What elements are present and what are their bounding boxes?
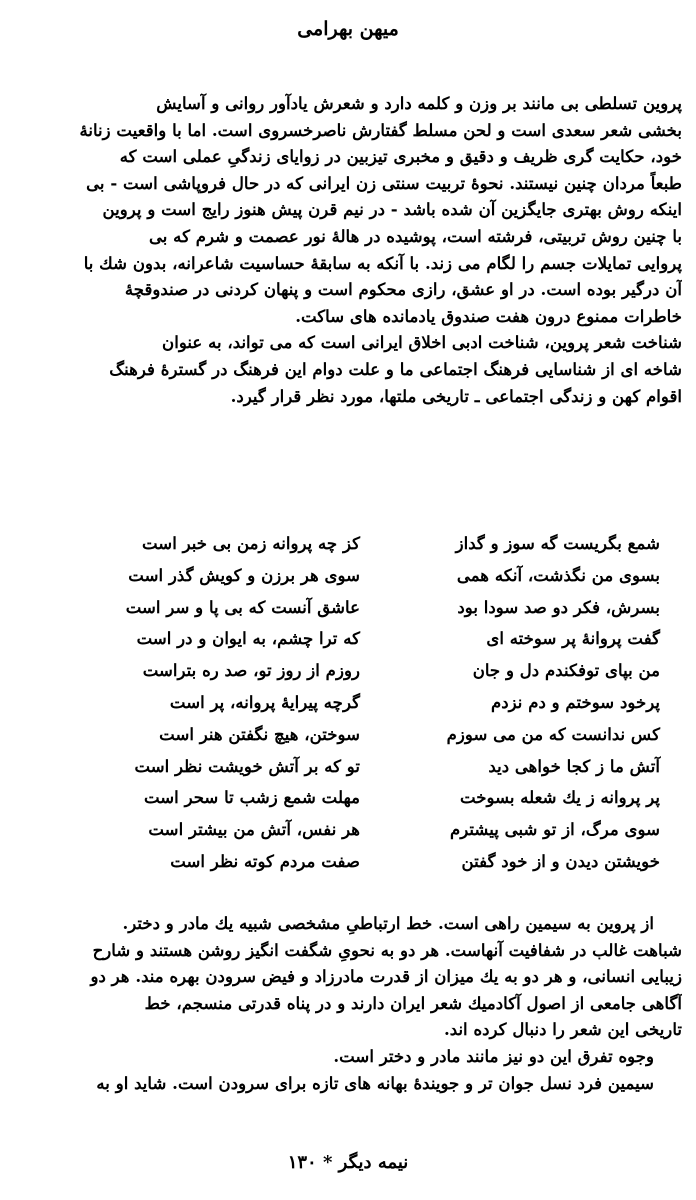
- page-footer: نیمه دیگر * ۱۳۰: [287, 1152, 409, 1173]
- text-line: خاطرات ممنوع درون هفت صندوق یادمانده های ساکت.: [295, 305, 682, 326]
- hemistich-first: بسرش، فکر دو صد سودا بود: [457, 596, 660, 617]
- text-line: بخشی شعر سعدی است و لحن مسلط گفتارش ناصرخسروی است. اما با واقعیت زنانهٔ: [79, 119, 682, 140]
- hemistich-first: شمع بگریست گه سوز و گداز: [455, 533, 660, 553]
- text-line: خود، حکایت گری ظریف و دقیق و مخبری تیزبین در زوایای زندگیِ عملی است که: [119, 146, 682, 167]
- hemistich-first: سوی مرگ، از تو شبی پیشترم: [449, 819, 660, 840]
- text-line: با چنین روش تربیتی، فرشته است، پوشیده در هالهٔ نور عصمت و شرم که بی: [148, 225, 682, 246]
- text-line: شباهت غالب در شفافیت آنهاست. هر دو به نحویِ شگفت انگیز روشن هستند و شارح: [92, 939, 682, 960]
- poem-block: [60, 528, 660, 878]
- hemistich-second: گرچه پیرایهٔ پروانه، پر است: [169, 691, 360, 712]
- poem-couplet: [60, 623, 660, 655]
- hemistich-first: خویشتن دیدن و از خود گفتن: [461, 850, 660, 871]
- text-line: پروایی تمایلات جسم را لگام می زند. با آنکه به سابقهٔ حساسیت شاعرانه، بدون شك با: [83, 252, 682, 273]
- hemistich-first: بسوی من نگذشت، آنکه همی: [456, 564, 660, 585]
- hemistich-first: گفت پروانهٔ پر سوخته ای: [486, 628, 660, 649]
- hemistich-second: مهلت شمع زشب تا سحر است: [143, 787, 360, 808]
- text-line: شناخت شعر پروین، شناخت ادبی اخلاق ایرانی است که می تواند، به عنوان: [162, 332, 682, 353]
- poem-couplet: [60, 528, 660, 560]
- paragraph-intro: [10, 90, 682, 409]
- text-line: زیبایی انسانی، و هر دو به یك میزان از قدرت مادرزاد و فیض سرودن بهره مند. هر دو: [90, 966, 682, 987]
- poem-couplet: [60, 846, 660, 878]
- poem-couplet: [60, 782, 660, 814]
- text-line: پروین تسلطی بی مانند بر وزن و کلمه دارد و شعرش یادآور روانی و آسایش: [156, 93, 682, 113]
- hemistich-second: کز چه پروانه زمن بی خبر است: [142, 533, 360, 553]
- hemistich-second: تو که بر آتش خویشت نظر است: [134, 755, 360, 776]
- hemistich-first: آتش ما ز کجا خواهی دید: [488, 755, 660, 776]
- hemistich-first: پر پروانه ز یك شعله بسوخت: [459, 787, 660, 808]
- text-line: سیمین فرد نسل جوان تر و جویندهٔ بهانه های تازه برای سرودن است. شاید او به: [96, 1072, 654, 1093]
- text-line: اقوام کهن و زندگی اجتماعی ـ تاریخی ملتها، مورد نظر قرار گیرد.: [230, 385, 682, 406]
- hemistich-second: که ترا چشم، به ایوان و در است: [136, 628, 360, 649]
- hemistich-second: هر نفس، آتش من بیشتر است: [148, 819, 360, 840]
- hemistich-second: صفت مردم کوته نظر است: [170, 850, 360, 871]
- text-line: آن درگیر بوده است. در او عشق، رازی محکوم است و پنهان کردنی در صندوقچهٔ: [124, 279, 682, 300]
- text-line: از پروین به سیمین راهی است. خط ارتباطیِ مشخصی شبیه یك مادر و دختر.: [122, 913, 654, 933]
- text-line: شاخه ای از شناسایی فرهنگ اجتماعی ما و علت دوام این فرهنگ در گسترهٔ فرهنگ: [109, 358, 682, 379]
- poem-couplet: [60, 719, 660, 751]
- text-line: تاریخی این شعر را دنبال کرده اند.: [443, 1019, 682, 1040]
- text-line: آگاهی جامعی از اصول آکادمیك شعر ایران دارند و در پناه قدرتی منسجم، خط: [144, 992, 682, 1013]
- text-line: اینکه روش بهتری جایگزین آن شده باشد - در نیم قرن پیش هنوز رایج است و پروین: [102, 199, 682, 220]
- poem-couplet: [60, 814, 660, 846]
- text-line: طبعاً مردان چنین نیستند. نحوهٔ تربیت سنتی زن ایرانی که در حال فروپاشی است - بی: [86, 172, 682, 193]
- poem-couplet: [60, 687, 660, 719]
- hemistich-second: عاشق آنست که بی پا و سر است: [125, 596, 360, 617]
- paragraph-comparison: [10, 910, 682, 1096]
- poem-couplet: [60, 592, 660, 624]
- hemistich-second: سوختن، هیچ نگفتن هنر است: [159, 723, 360, 744]
- hemistich-first: کس ندانست که من می سوزم: [446, 723, 660, 744]
- text-line: وجوه تفرق این دو نیز مانند مادر و دختر است.: [333, 1045, 654, 1066]
- poem-couplet: [60, 560, 660, 592]
- poem-couplet: [60, 655, 660, 687]
- poem-couplet: [60, 751, 660, 783]
- hemistich-first: من بپای توفکندم دل و جان: [472, 660, 660, 681]
- hemistich-first: پرخود سوختم و دم نزدم: [490, 691, 660, 712]
- hemistich-second: روزم از روز تو، صد ره بتراست: [142, 660, 360, 681]
- hemistich-second: سوی هر برزن و کویش گذر است: [128, 564, 360, 585]
- page-title: میهن بهرامی: [297, 18, 399, 40]
